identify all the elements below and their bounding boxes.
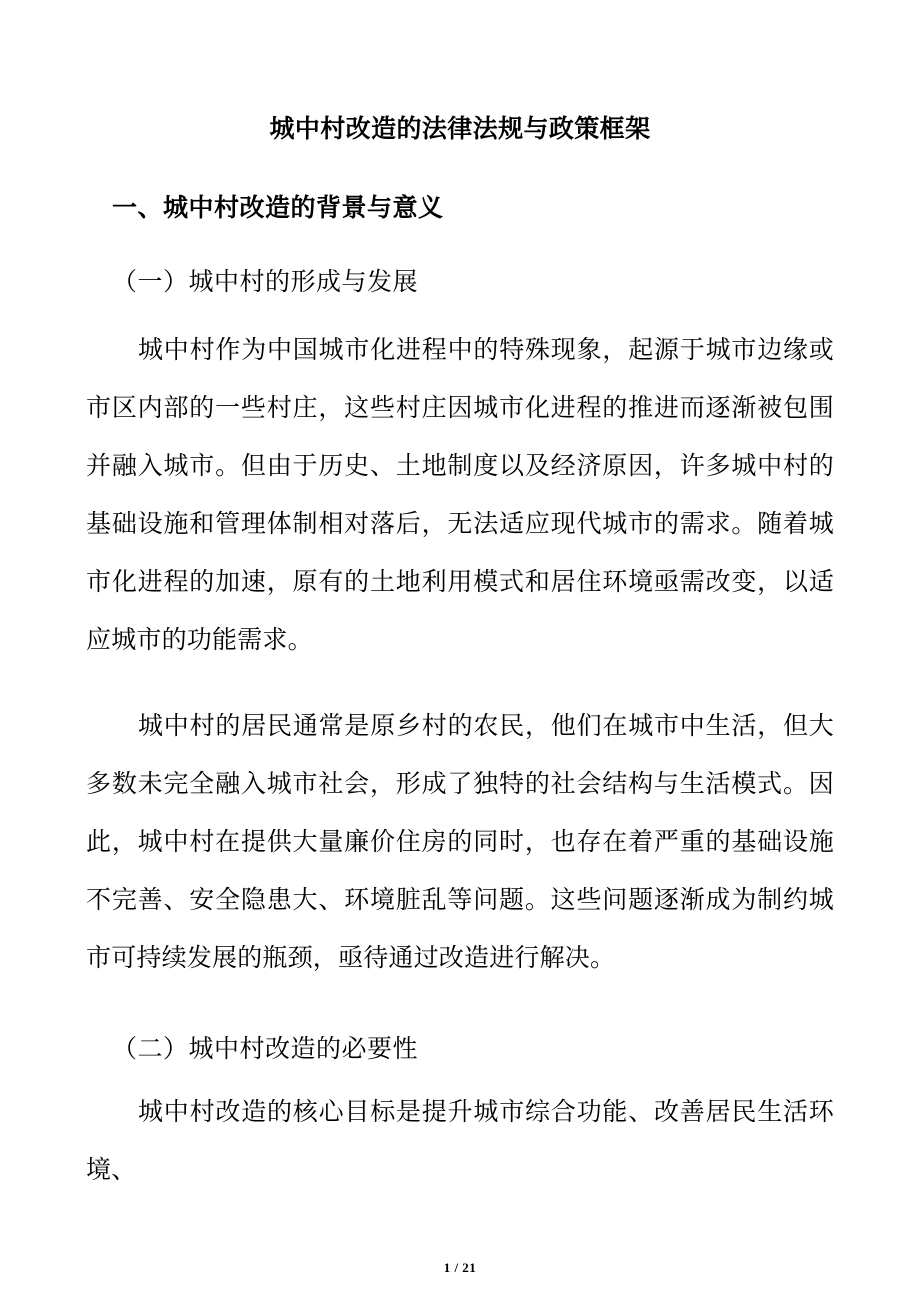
subsection-heading-1-1: （一）城中村的形成与发展 <box>112 269 419 296</box>
paragraph: 城中村改造的核心目标是提升城市综合功能、改善居民生活环境、 <box>86 1099 834 1184</box>
paragraph: 城中村的居民通常是原乡村的农民，他们在城市中生活，但大多数未完全融入城市社会，形成了独特的社会结构与生活模式。因此，城中村在提供大量廉价住房的同时，也存在着严重的基础设施不完善、安全隐患大、环境脏乱等问题。这些问题逐渐成为制约城市可持续发展的瓶颈，亟待通过改造进行解决。 <box>86 713 834 972</box>
subsection-heading-1-2: （二）城中村改造的必要性 <box>112 1036 419 1063</box>
page-number-footer: 1 / 21 <box>443 1260 477 1275</box>
section-heading-1: 一、城中村改造的背景与意义 <box>112 195 444 222</box>
page-content <box>86 0 834 1200</box>
page-title: 城中村改造的法律法规与政策框架 <box>269 115 651 143</box>
paragraph: 城中村作为中国城市化进程中的特殊现象，起源于城市边缘或市区内部的一些村庄，这些村庄因城市化进程的推进而逐渐被包围并融入城市。但由于历史、土地制度以及经济原因，许多城中村的基础设施和管理体制相对落后，无法适应现代城市的需求。随着城市化进程的加速，原有的土地利用模式和居住环境亟需改变，以适应城市的功能需求。 <box>86 337 834 654</box>
